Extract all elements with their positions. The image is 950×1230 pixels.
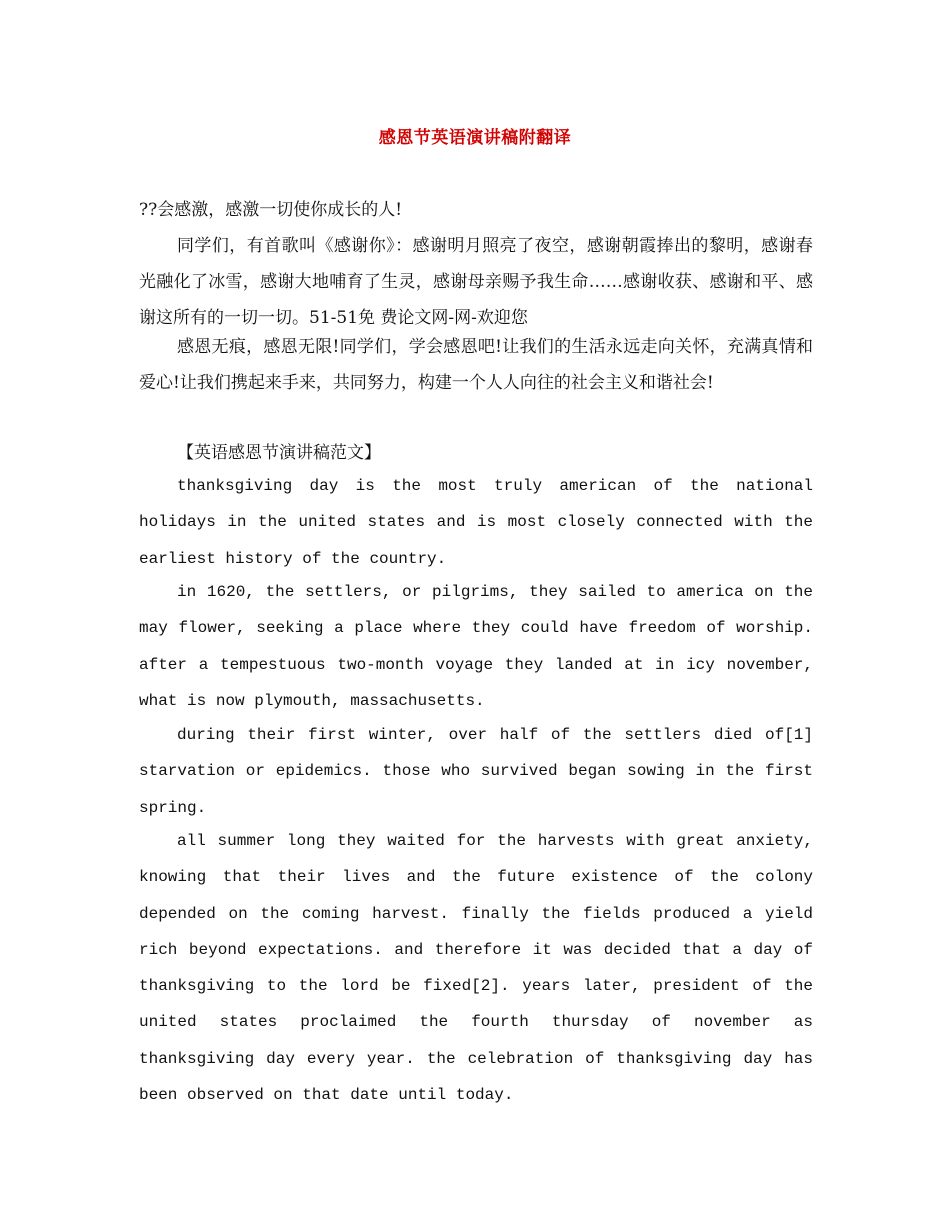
- section-heading: 【英语感恩节演讲稿范文】: [177, 443, 381, 463]
- paragraph-en-4: all summer long they waited for the harvests with great anxiety, knowing that their lives and the future existence of the colony depended on the coming harvest. finally the fields produced a yield rich beyond expectations. and therefore it was decided that a day of thanksgiving to the lord be fixed[2]. years later, president of the united states proclaimed the fourth thursday of november as thanksgiving day every year. the celebration of thanksgiving day has been observed on that date until today.: [139, 832, 813, 1105]
- paragraph-en-1: thanksgiving day is the most truly american of the national holidays in the united states and is most closely connected with the earliest history of the country.: [139, 477, 813, 568]
- document-title: 感恩节英语演讲稿附翻译: [378, 128, 572, 148]
- paragraph-opening: ??会感激，感激一切使你成长的人!: [139, 200, 403, 220]
- paragraph-en-3: during their first winter, over half of the settlers died of[1] starvation or epidemics. those who survived began sowing in the first spring.: [139, 726, 813, 817]
- paragraph-song: 同学们，有首歌叫《感谢你》：感谢明月照亮了夜空，感谢朝霞捧出的黎明，感谢春光融化了冰雪，感谢大地哺育了生灵，感谢母亲赐予我生命……感谢收获、感谢和平、感谢这所有的一切一切。51-51免 费论文网-网-欢迎您: [139, 236, 813, 328]
- paragraph-gratitude: 感恩无痕，感恩无限!同学们，学会感恩吧!让我们的生活永远走向关怀，充满真情和爱心!让我们携起来手来，共同努力，构建一个人人向往的社会主义和谐社会!: [139, 337, 813, 393]
- paragraph-en-2: in 1620, the settlers, or pilgrims, they sailed to america on the may flower, seeking a place where they could have freedom of worship. after a tempestuous two-month voyage they landed at in icy november, what is now plymouth, massachusetts.: [139, 583, 813, 710]
